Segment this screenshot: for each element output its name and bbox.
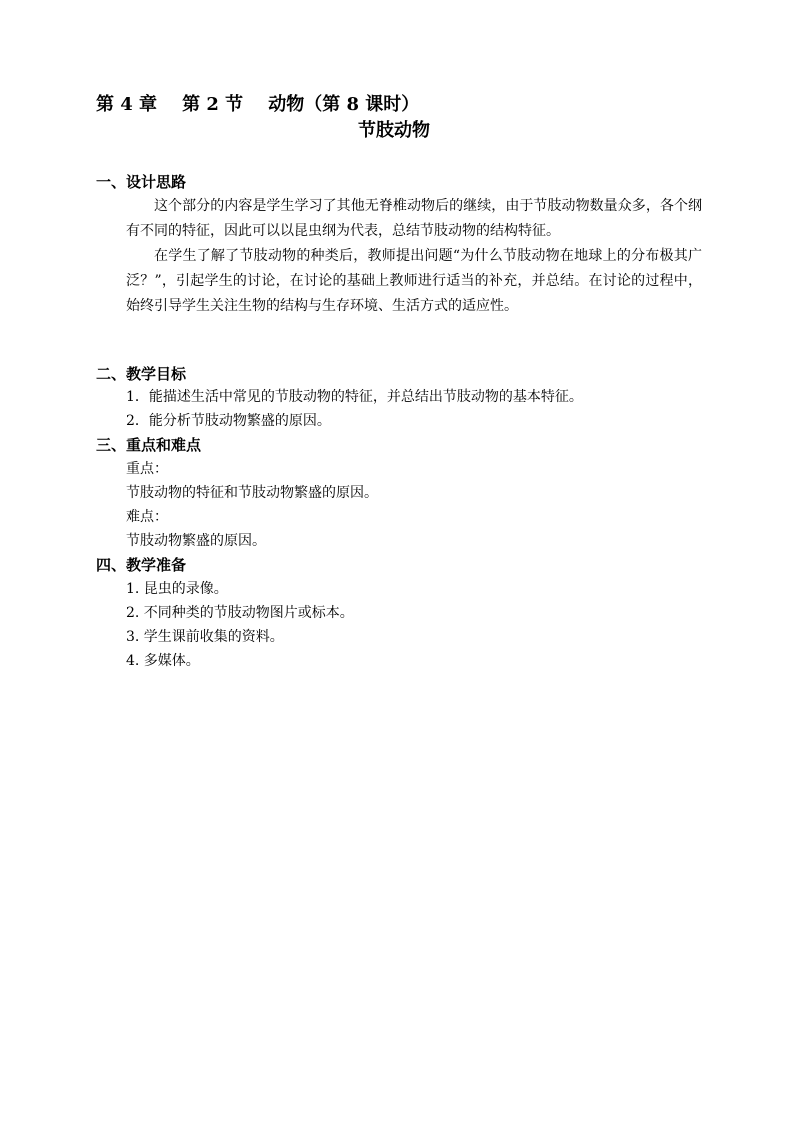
key-point-label: 重点：: [126, 461, 168, 477]
preparation-item: 3. 学生课前收集的资料。: [126, 629, 284, 645]
section-heading-design: 一、设计思路: [96, 173, 187, 191]
section-heading-key-points: 三、重点和难点: [96, 436, 202, 454]
design-paragraph-1: 这个部分的内容是学生学习了其他无脊椎动物后的继续，由于节肢动物数量众多，各个纲有不同的特征，因此可以以昆虫纲为代表，总结节肢动物的结构特征。: [126, 198, 702, 239]
chapter-title: 第 4 章 第 2 节 动物（第 8 课时）: [96, 94, 420, 115]
preparation-item: 2. 不同种类的节肢动物图片或标本。: [126, 605, 354, 621]
design-paragraph-2: 在学生了解了节肢动物的种类后，教师提出问题“为什么节肢动物在地球上的分布极其广泛？”，引起学生的讨论，在讨论的基础上教师进行适当的补充，并总结。在讨论的过程中，始终引导学生关注生物的结构与生存环境、生活方式的适应性。: [126, 248, 702, 314]
section-heading-preparation: 四、教学准备: [96, 556, 187, 574]
section-heading-objectives: 二、教学目标: [96, 365, 187, 383]
lesson-subtitle: 节肢动物: [358, 120, 430, 141]
difficulty-label: 难点：: [126, 509, 168, 525]
objective-item: 2．能分析节肢动物繁盛的原因。: [126, 413, 331, 429]
preparation-item: 4. 多媒体。: [126, 653, 200, 669]
preparation-item: 1. 昆虫的录像。: [126, 581, 228, 597]
objective-item: 1．能描述生活中常见的节肢动物的特征，并总结出节肢动物的基本特征。: [126, 389, 583, 405]
key-point-text: 节肢动物的特征和节肢动物繁盛的原因。: [126, 485, 378, 501]
difficulty-text: 节肢动物繁盛的原因。: [126, 533, 266, 549]
